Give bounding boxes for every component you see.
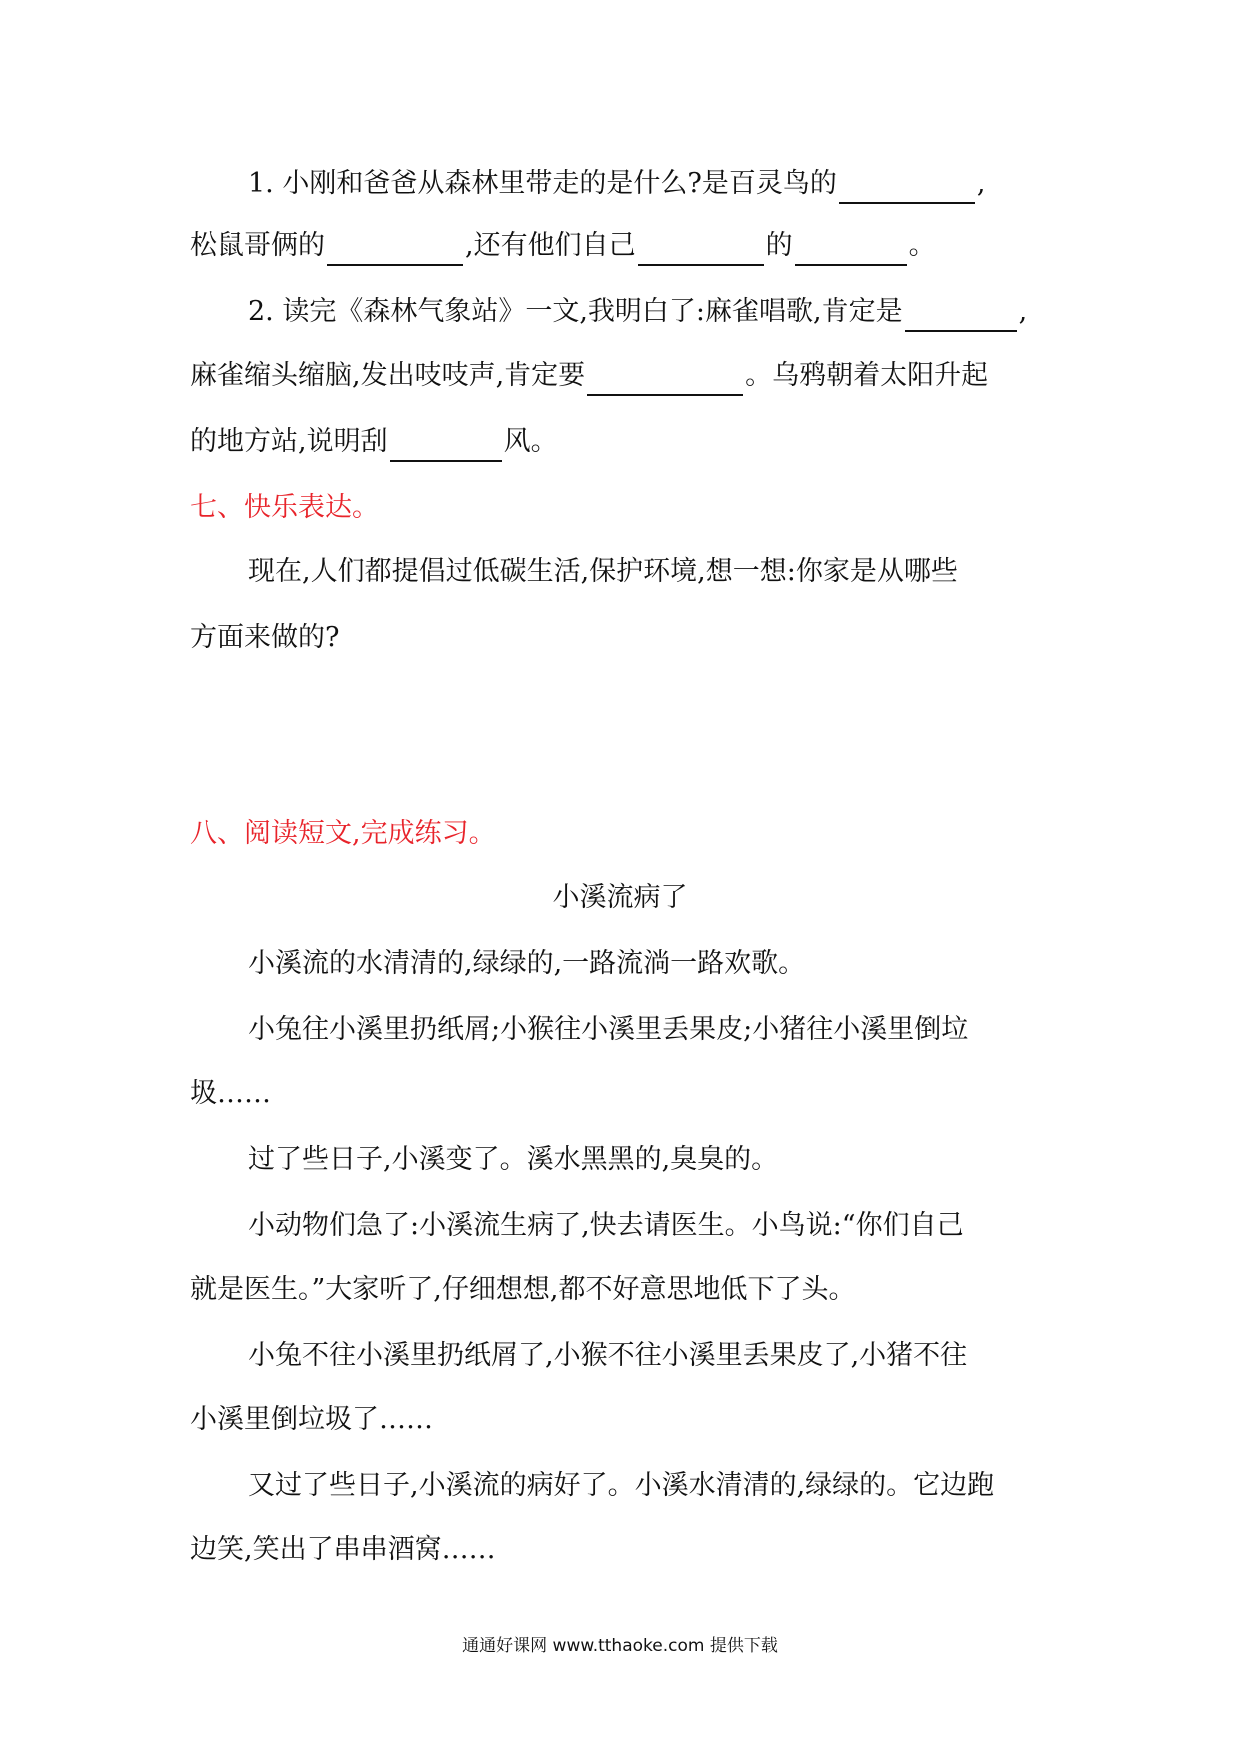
- story-paragraph: 边笑,笑出了串串酒窝……: [190, 1534, 496, 1565]
- section-7-heading: 七、快乐表达。: [190, 492, 379, 523]
- story-paragraph: 小兔不往小溪里扔纸屑了,小猴不往小溪里丢果皮了,小猪不往: [248, 1340, 968, 1371]
- q2-line-2: 麻雀缩头缩脑,发出吱吱声,肯定要 。乌鸦朝着太阳升起: [190, 356, 988, 396]
- story-paragraph: 圾……: [190, 1078, 271, 1109]
- story-paragraph: 小兔往小溪里扔纸屑;小猴往小溪里丢果皮;小猪往小溪里倒垃: [248, 1014, 969, 1045]
- answer-blank-1[interactable]: [839, 172, 975, 204]
- story-paragraph: 小溪里倒垃圾了……: [190, 1404, 433, 1435]
- story-paragraph: 又过了些日子,小溪流的病好了。小溪水清清的,绿绿的。它边跑: [248, 1470, 995, 1501]
- answer-blank-2[interactable]: [327, 234, 463, 266]
- q1-line-2: 松鼠哥俩的 ,还有他们自己 的 。: [190, 226, 936, 266]
- answer-blank-5[interactable]: [905, 300, 1017, 332]
- q1-line-1: 1. 小刚和爸爸从森林里带走的是什么?是百灵鸟的 ,: [248, 164, 985, 204]
- section-7-prompt-1: 现在,人们都提倡过低碳生活,保护环境,想一想:你家是从哪些: [248, 556, 958, 587]
- story-paragraph: 小动物们急了:小溪流生病了,快去请医生。小鸟说:“你们自己: [248, 1210, 964, 1241]
- footer-source: 通通好课网 www.tthaoke.com 提供下载: [462, 1636, 778, 1656]
- q2-line-1: 2. 读完《森林气象站》一文,我明白了:麻雀唱歌,肯定是 ,: [248, 292, 1027, 332]
- q2-line-3: 的地方站,说明刮 风。: [190, 422, 558, 462]
- answer-blank-6[interactable]: [587, 364, 743, 396]
- answer-blank-7[interactable]: [390, 430, 502, 462]
- story-paragraph: 过了些日子,小溪变了。溪水黑黑的,臭臭的。: [248, 1144, 779, 1175]
- story-paragraph: 就是医生。”大家听了,仔细想想,都不好意思地低下了头。: [190, 1274, 856, 1305]
- answer-blank-4[interactable]: [795, 234, 907, 266]
- q2-text: 2. 读完《森林气象站》一文,我明白了:麻雀唱歌,肯定是: [248, 296, 903, 327]
- story-paragraph: 小溪流的水清清的,绿绿的,一路流淌一路欢歌。: [248, 948, 806, 979]
- q1-text: 1. 小刚和爸爸从森林里带走的是什么?是百灵鸟的: [248, 168, 837, 199]
- story-title: 小溪流病了: [552, 882, 688, 913]
- answer-blank-3[interactable]: [638, 234, 764, 266]
- section-8-heading: 八、阅读短文,完成练习。: [190, 818, 496, 849]
- section-7-prompt-2: 方面来做的?: [190, 622, 340, 653]
